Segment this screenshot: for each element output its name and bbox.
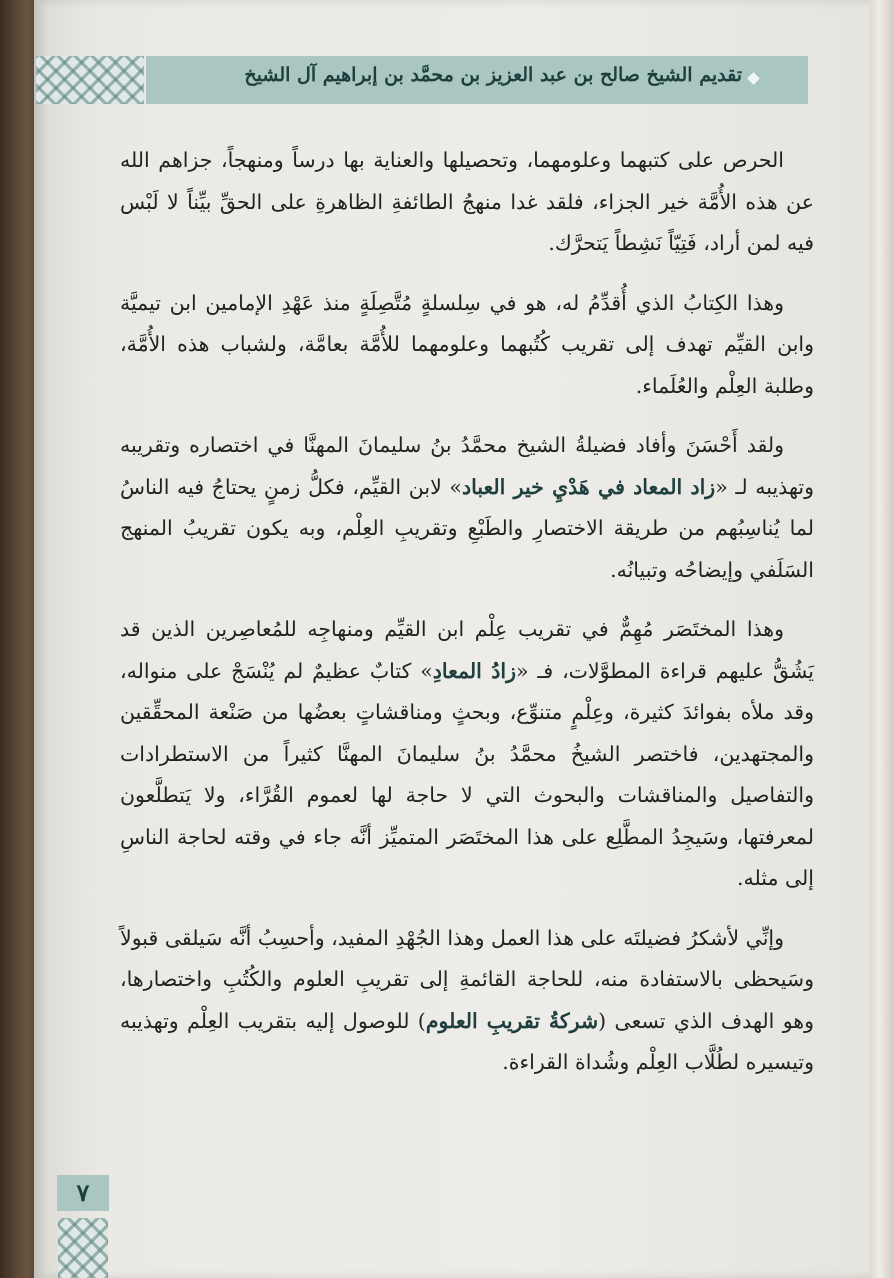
paragraph-4 bbox=[120, 609, 814, 900]
paragraph-text: الحرص على كتبهما وعلومهما، وتحصيلها والعناية بها درساً ومنهجاً، جزاهم الله عن هذه الأُمَّة خير الجزاء، فلقد غدا منهجُ الطائفةِ الظاهرةِ على الحقِّ بيِّناً لا لَبْس فيه لمن أراد، فَتِيّاً نَشِطاً يَتحرَّك. bbox=[120, 148, 814, 255]
book-title-emphasis: زاد المعاد في هَدْيِ خير العباد bbox=[461, 474, 716, 499]
paragraph-text: » كتابٌ عظيمٌ لم يُنْسَجْ على منواله، وقد ملأه بفوائدَ كثيرة، وعِلْمٍ متنوِّع، وبحثٍ ومناقشاتٍ بعضُها من صَنْعة المحقِّقين والمجتهدين، فاختصر الشيخُ محمَّدُ بنُ سليمانَ المهنَّا كثيراً من الاستطرادات والتفاصيل والمناقشات والبحوث التي لا حاجة لها لعموم القُرَّاء، ولا يَتطلَّعون لمعرفتها، وسَيجِدُ المطَّلِع على هذا المختَصَر المتميِّز أنَّه جاء في وقته لحاجة الناسِ إلى مثله. bbox=[120, 658, 814, 890]
paragraph-text: ) للوصول إليه بتقريب العِلْم وتهذيبه وتيسيره لطُلَّاب العِلْم وشُداة القراءة. bbox=[120, 1008, 814, 1074]
book-title-emphasis: زادُ المعادِ bbox=[432, 658, 517, 683]
paragraph-text: وهذا المختَصَر مُهِمٌّ في تقريب عِلْم ابن القيِّم ومنهاجِه للمُعاصِرين الذين قد يَشُقُّ عليهم قراءة المطوَّلات، فـ « bbox=[120, 617, 815, 683]
adjacent-page-edge bbox=[868, 0, 894, 1278]
paragraph-text: وإنِّي لأشكرُ فضيلتَه على هذا العمل وهذا الجُهْدِ المفيد، وأحسِبُ أنَّه سَيلقى قبولاً وسَيحظى بالاستفادة منه، للحاجة القائمةِ إلى تقريبِ العلوم والكُتُبِ واختصارها، وهو الهدف الذي تسعى ( bbox=[120, 925, 814, 1033]
page-number: ٧ bbox=[57, 1175, 109, 1211]
paragraph-1 bbox=[120, 140, 814, 265]
header-ornament-left bbox=[36, 56, 144, 104]
chapter-header bbox=[146, 56, 808, 104]
paragraph-text: وهذا الكِتابُ الذي أُقدِّمُ له، هو في سِلسلةٍ مُتَّصِلَةٍ منذ عَهْدِ الإمامين ابن تيميَّة وابن القيِّم تهدف إلى تقريب كُتُبهما وعلومهما للأُمَّة بعامَّة، ولشباب هذه الأُمَّة، وطلبة العِلْم والعُلَماء. bbox=[120, 290, 815, 398]
chapter-title: تقديم الشيخ صالح بن عبد العزيز بن محمَّد بن إبراهيم آل الشيخ bbox=[244, 64, 742, 86]
company-name-emphasis: شركةُ تقريبِ العلوم bbox=[425, 1008, 599, 1033]
paragraph-5 bbox=[120, 918, 814, 1084]
body-text bbox=[120, 140, 814, 1102]
paragraph-2 bbox=[120, 283, 814, 408]
paragraph-text: ولقد أَحْسَنَ وأفاد فضيلةُ الشيخ محمَّدُ بنُ سليمانَ المهنَّا في اختصاره وتقريبه وتهذيبه لـ « bbox=[120, 433, 814, 499]
paragraph-text: » لابن القيِّم، فكلُّ زمنٍ يحتاجُ فيه الناسُ لما يُناسِبُهم من طريقة الاختصارِ والطَبْعِ وتقريبِ العِلْم، وبه يكون تقريبُ المنهج السَلَفي وإيضاحُه وتبيانُه. bbox=[120, 474, 814, 582]
footer-ornament bbox=[58, 1218, 108, 1278]
diamond-ornament-icon bbox=[747, 72, 760, 85]
paragraph-3 bbox=[120, 425, 814, 591]
